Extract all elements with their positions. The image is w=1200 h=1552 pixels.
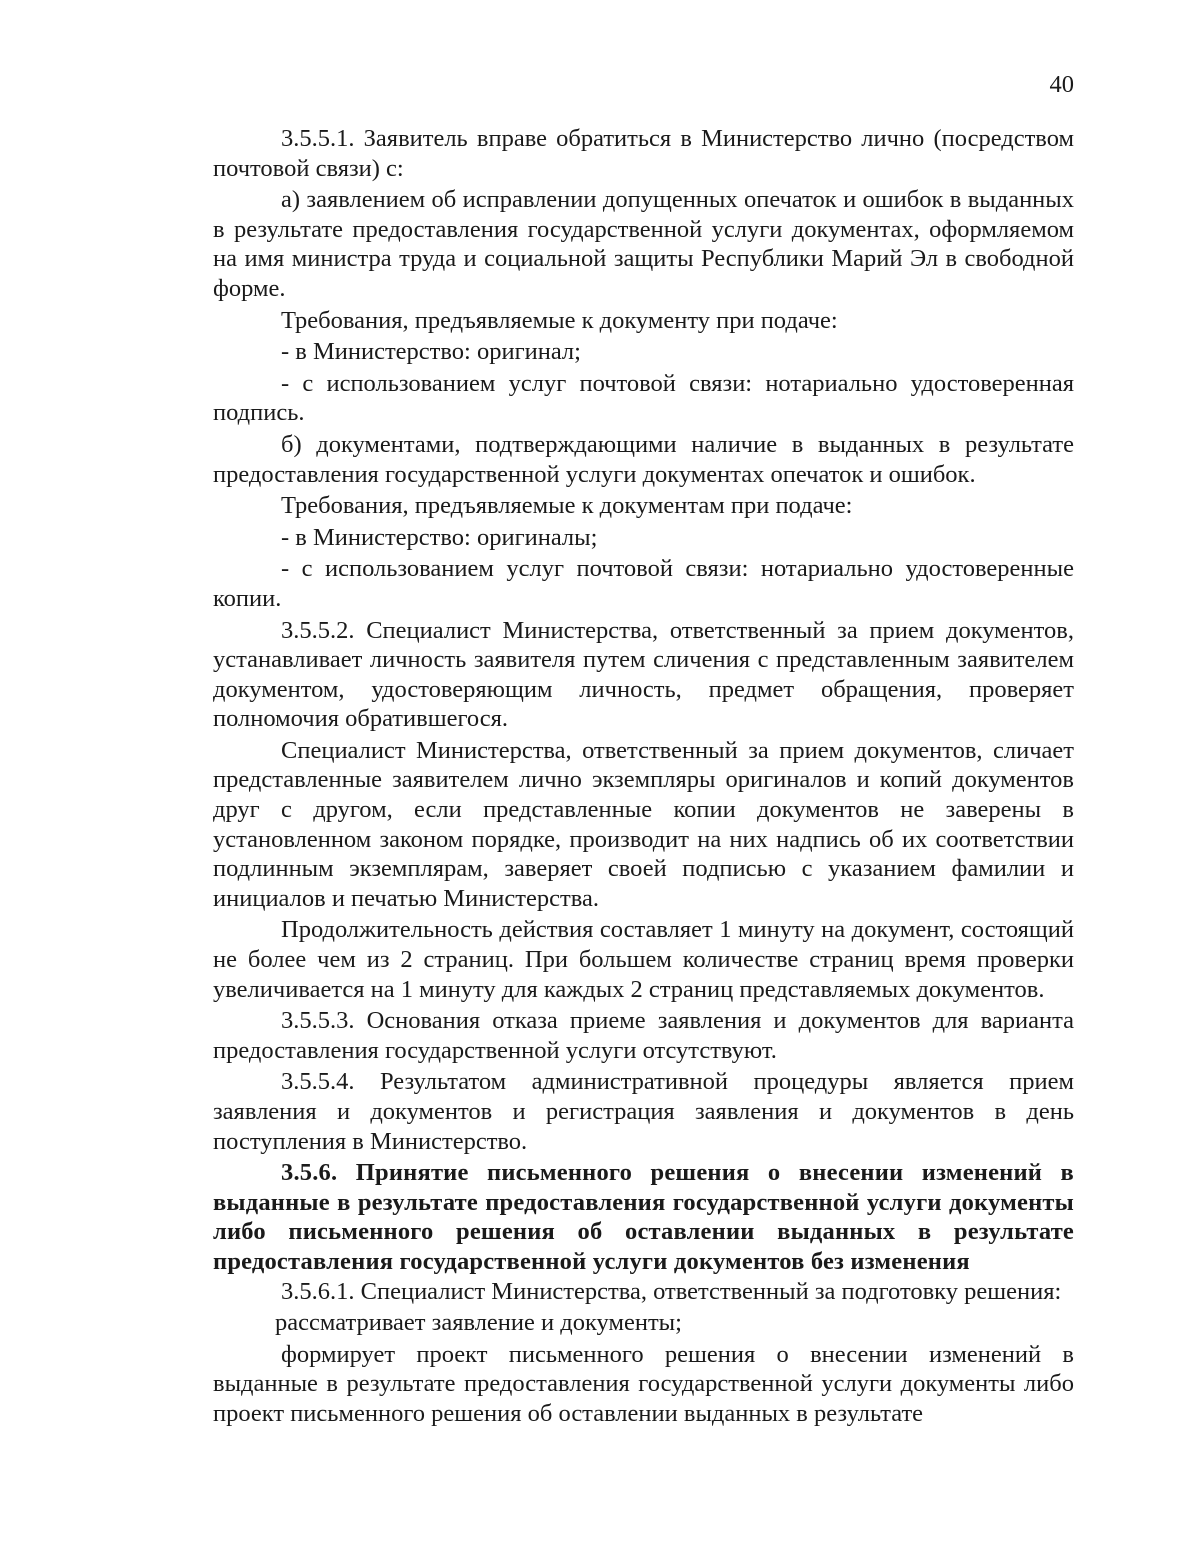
- paragraph-3-5-5-3: 3.5.5.3. Основания отказа приеме заявления и документов для варианта предоставления государственной услуги отсутствуют.: [213, 1007, 1074, 1064]
- section-heading-3-5-6: 3.5.6. Принятие письменного решения о внесении изменений в выданные в результате предоставления государственной услуги документы либо письменного решения об оставлении выданных в результате предоставления государственной услуги документов без изменения: [213, 1159, 1074, 1275]
- paragraph-requirements-document: Требования, предъявляемые к документу при подаче:: [281, 306, 838, 334]
- paragraph-ministry-original: - в Министерство: оригинал;: [281, 338, 581, 366]
- paragraph-item-a: а) заявлением об исправлении допущенных опечаток и ошибок в выданных в результате предоставления государственной услуги документах, оформляемом на имя министра труда и социальной защиты Республики Марий Эл в свободной форме.: [213, 186, 1074, 302]
- paragraph-3-5-5-4: 3.5.5.4. Результатом административной процедуры является прием заявления и документов и регистрация заявления и документов в день поступления в Министерство.: [213, 1068, 1074, 1155]
- paragraph-duration: Продолжительность действия составляет 1 минуту на документ, состоящий не более чем из 2 страниц. При большем количестве страниц время проверки увеличивается на 1 минуту для каждых 2 страниц представляемых документов.: [213, 916, 1074, 1003]
- page-number: 40: [1049, 71, 1074, 98]
- paragraph-requirements-documents: Требования, предъявляемые к документам при подаче:: [281, 492, 853, 520]
- document-body: [213, 124, 1074, 1429]
- paragraph-3-5-5-1: 3.5.5.1. Заявитель вправе обратиться в Министерство лично (посредством почтовой связи) с:: [213, 125, 1074, 182]
- paragraph-3-5-5-2: 3.5.5.2. Специалист Министерства, ответственный за прием документов, устанавливает личность заявителя путем сличения с представленным заявителем документом, удостоверяющим личность, предмет обращения, проверяет полномочия обратившегося.: [213, 616, 1074, 733]
- paragraph-specialist-checks: Специалист Министерства, ответственный за прием документов, сличает представленные заявителем лично экземпляры оригиналов и копий документов друг с другом, если представленные копии документов не заверены в установленном законом порядке, производит на них надпись об их соответствии подлинным экземплярам, заверяет своей подписью с указанием фамилии и инициалов и печатью Министерства.: [213, 736, 1074, 912]
- paragraph-postal-signature: - с использованием услуг почтовой связи: нотариально удостоверенная подпись.: [213, 369, 1074, 427]
- paragraph-item-b: б) документами, подтверждающими наличие в выданных в результате предоставления государственной услуги документах опечаток и ошибок.: [213, 430, 1074, 488]
- paragraph-ministry-originals: - в Министерство: оригиналы;: [281, 523, 598, 551]
- paragraph-forms-draft: формирует проект письменного решения о внесении изменений в выданные в результате предоставления государственной услуги документы либо проект письменного решения об оставлении выданных в результате: [213, 1340, 1074, 1427]
- paragraph-postal-copies: - с использованием услуг почтовой связи: нотариально удостоверенные копии.: [213, 555, 1074, 612]
- paragraph-reviews-application: рассматривает заявление и документы;: [275, 1309, 682, 1337]
- paragraph-3-5-6-1: 3.5.6.1. Специалист Министерства, ответственный за подготовку решения:: [281, 1277, 1062, 1305]
